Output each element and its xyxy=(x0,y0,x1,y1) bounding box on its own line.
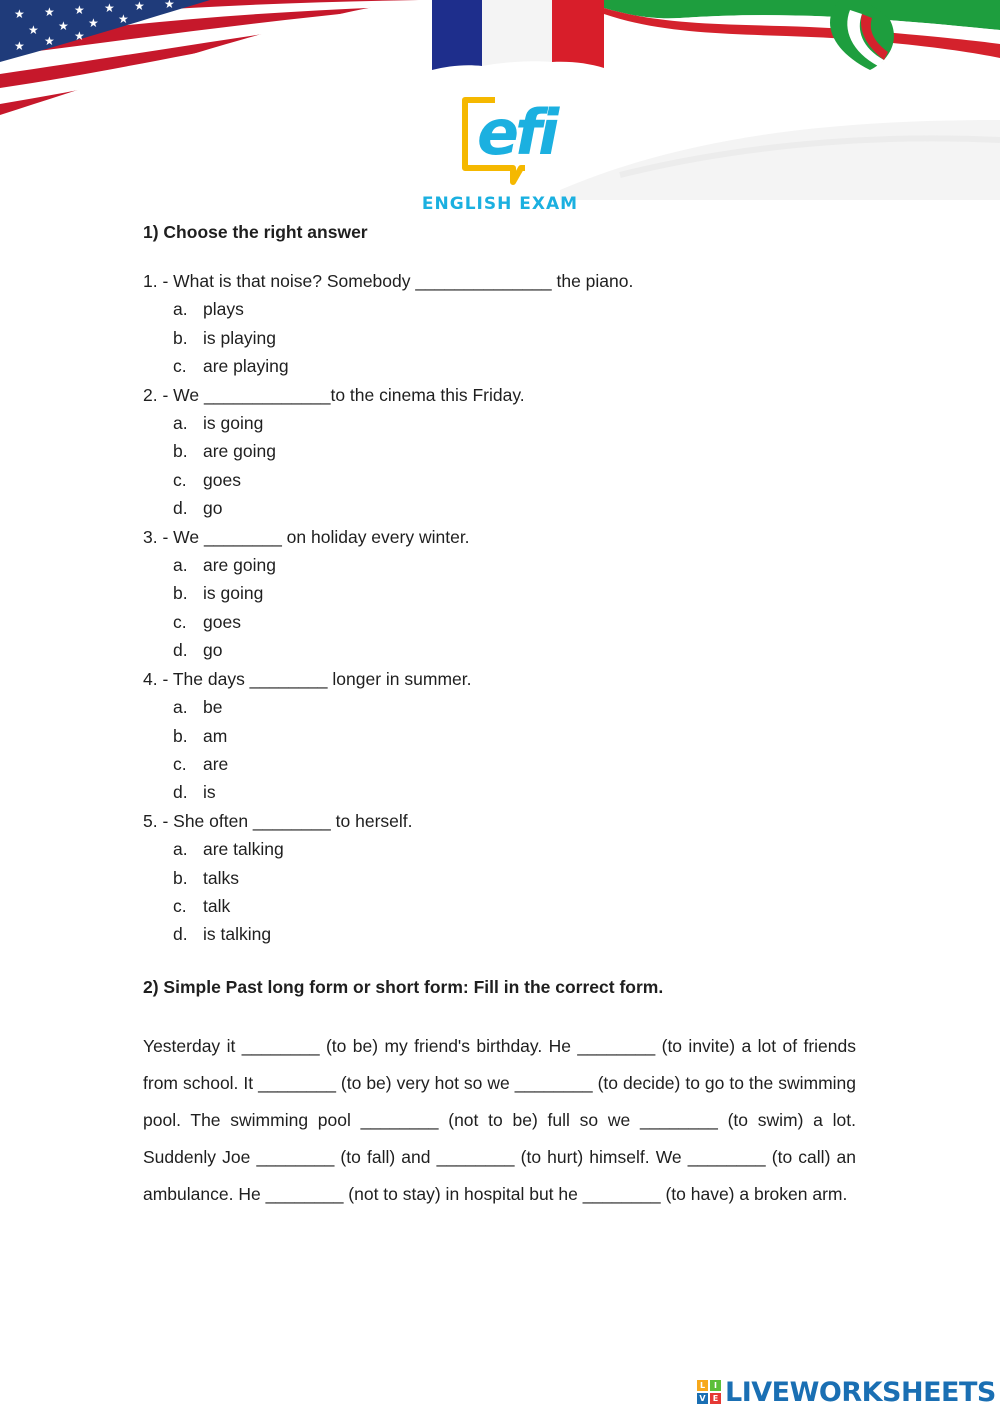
svg-text:★: ★ xyxy=(44,5,55,19)
svg-text:★: ★ xyxy=(28,23,39,37)
option-letter: d. xyxy=(173,924,188,945)
question-3: 3. - We ________ on holiday every winter. xyxy=(143,526,470,547)
worksheet-content xyxy=(143,218,856,1213)
svg-text:★: ★ xyxy=(118,12,129,26)
brand-square: L xyxy=(697,1380,708,1391)
option-letter: a. xyxy=(173,413,188,434)
efi-logo xyxy=(455,78,567,190)
option[interactable] xyxy=(143,722,856,750)
option-text: are talking xyxy=(203,839,284,860)
option-text: be xyxy=(203,697,223,718)
option-letter: b. xyxy=(173,327,188,348)
option-letter: b. xyxy=(173,583,188,604)
question-3-options xyxy=(143,551,856,665)
option[interactable] xyxy=(143,324,856,352)
option[interactable] xyxy=(143,892,856,920)
svg-text:★: ★ xyxy=(44,34,55,48)
option-letter: a. xyxy=(173,697,188,718)
option[interactable] xyxy=(143,835,856,863)
question-1: 1. - What is that noise? Somebody ______________ the piano. xyxy=(143,271,634,291)
option-text: go xyxy=(203,640,223,661)
question-5-options xyxy=(143,835,856,949)
option-text: is going xyxy=(203,583,264,604)
option-text: am xyxy=(203,725,228,746)
option-letter: c. xyxy=(173,611,187,632)
option[interactable] xyxy=(143,295,856,323)
option-letter: c. xyxy=(173,895,187,916)
option[interactable] xyxy=(143,920,856,948)
option[interactable] xyxy=(143,778,856,806)
liveworksheets-logo xyxy=(697,1376,996,1408)
question-4-options xyxy=(143,693,856,807)
option[interactable] xyxy=(143,750,856,778)
svg-text:★: ★ xyxy=(14,39,25,53)
option[interactable] xyxy=(143,437,856,465)
option-text: plays xyxy=(203,299,244,320)
option[interactable] xyxy=(143,352,856,380)
question-2-options xyxy=(143,409,856,523)
svg-text:★: ★ xyxy=(14,7,25,21)
option[interactable] xyxy=(143,864,856,892)
option[interactable] xyxy=(143,551,856,579)
option-text: are playing xyxy=(203,356,289,377)
exam-title: ENGLISH EXAM xyxy=(421,194,579,214)
option-letter: a. xyxy=(173,555,188,576)
option-letter: c. xyxy=(173,356,187,377)
question-1-options xyxy=(143,295,856,380)
liveworksheets-squares xyxy=(697,1380,721,1404)
question-5: 5. - She often ________ to herself. xyxy=(143,810,413,831)
option[interactable] xyxy=(143,579,856,607)
svg-text:★: ★ xyxy=(104,1,115,15)
option-letter: d. xyxy=(173,640,188,661)
option-text: talk xyxy=(203,895,231,916)
svg-text:★: ★ xyxy=(88,16,99,30)
fill-in-paragraph[interactable]: Yesterday it ________ (to be) my friend's birthday. He ________ (to invite) a lot of friends from school. It ________ (to be) very hot so we ________ (to decide) to go to the swimming pool. The swimming pool ________ (not to be) full so we ________ (to swim) a lot. Suddenly Joe ________ (to fall) and ________ (to hurt) himself. We ________ (to call) an ambulance. He ________ (not to stay) in hospital but he ________ (to have) a broken arm. xyxy=(143,1035,856,1204)
option[interactable] xyxy=(143,608,856,636)
option[interactable] xyxy=(143,466,856,494)
question-2: 2. - We _____________to the cinema this Friday. xyxy=(143,384,525,405)
option-letter: b. xyxy=(173,441,188,462)
option-text: are xyxy=(203,753,229,774)
option-letter: a. xyxy=(173,299,188,320)
option-text: is xyxy=(203,782,216,803)
italy-flag xyxy=(604,0,1000,70)
svg-text:efi: efi xyxy=(477,96,556,169)
usa-flag xyxy=(0,0,420,115)
question-list xyxy=(143,267,856,949)
svg-text:★: ★ xyxy=(58,19,69,33)
option-text: goes xyxy=(203,611,241,632)
option-text: goes xyxy=(203,469,241,490)
option-text: are going xyxy=(203,555,276,576)
option[interactable] xyxy=(143,494,856,522)
option-text: is playing xyxy=(203,327,276,348)
question-4: 4. - The days ________ longer in summer. xyxy=(143,668,472,689)
france-flag xyxy=(432,0,604,70)
option[interactable] xyxy=(143,409,856,437)
section-1-title: 1) Choose the right answer xyxy=(143,222,368,242)
option-letter: a. xyxy=(173,839,188,860)
option-letter: c. xyxy=(173,469,187,490)
option-letter: d. xyxy=(173,782,188,803)
liveworksheets-text: LIVEWORKSHEETS xyxy=(725,1376,996,1408)
brand-square: V xyxy=(697,1393,708,1404)
option-letter: b. xyxy=(173,867,188,888)
svg-text:★: ★ xyxy=(74,29,85,43)
svg-text:★: ★ xyxy=(134,0,145,13)
option[interactable] xyxy=(143,636,856,664)
option-text: is going xyxy=(203,413,264,434)
option-letter: c. xyxy=(173,753,187,774)
option-text: is talking xyxy=(203,924,272,945)
option-letter: b. xyxy=(173,725,188,746)
option-text: go xyxy=(203,498,223,519)
option-text: talks xyxy=(203,867,239,888)
svg-text:★: ★ xyxy=(164,0,175,11)
option[interactable] xyxy=(143,693,856,721)
brand-square: E xyxy=(710,1393,721,1404)
option-text: are going xyxy=(203,441,276,462)
section-2-title: 2) Simple Past long form or short form: Fill in the correct form. xyxy=(143,976,664,997)
option-letter: d. xyxy=(173,498,188,519)
svg-text:★: ★ xyxy=(74,3,85,17)
brand-square: I xyxy=(710,1380,721,1391)
